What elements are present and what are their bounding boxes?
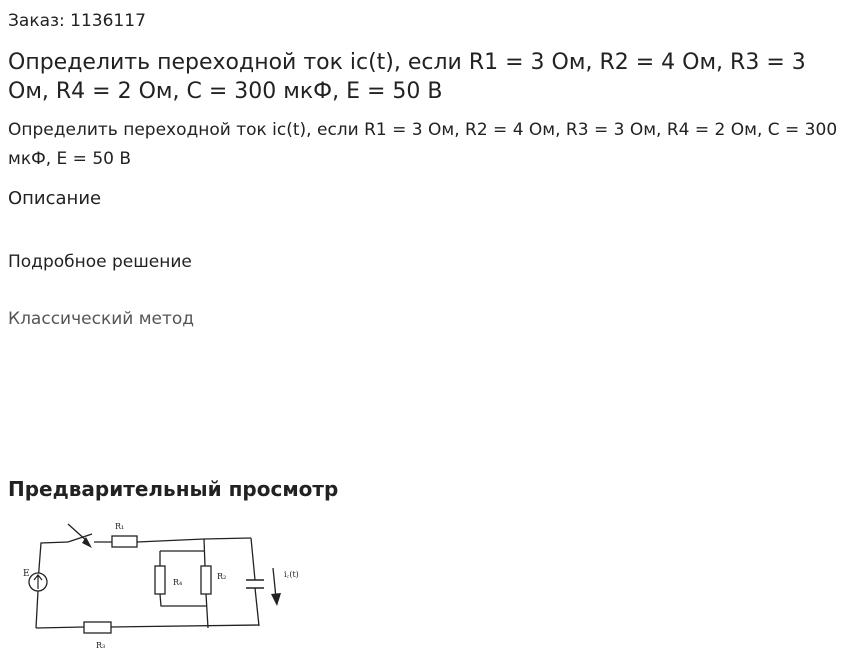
current-arrow-line <box>273 568 276 598</box>
bottom-left-wire <box>36 627 84 628</box>
task-summary: Определить переходной ток ic(t), если R1 = 3 Ом, R2 = 4 Ом, R3 = 3 Ом, R4 = 2 Ом, C = 300 мкФ, E = 50 В <box>8 120 838 169</box>
resistor-r1 <box>112 536 137 547</box>
cap-top-wire <box>251 538 255 580</box>
top-wire <box>137 538 251 542</box>
order-number: Заказ: 1136117 <box>8 11 146 31</box>
current-arrowhead <box>271 593 281 606</box>
resistor-r4 <box>155 566 165 594</box>
page-title: Определить переходной ток ic(t), если R1 = 3 Ом, R2 = 4 Ом, R3 = 3 Ом, R4 = 2 Ом, C = 300 мкФ, E = 50 В <box>8 50 806 104</box>
resistor-r3 <box>84 622 111 633</box>
label-r4: R₄ <box>173 578 183 587</box>
left-bottom-wire <box>36 591 38 628</box>
circuit-diagram <box>8 518 308 653</box>
circuit-preview-image <box>8 518 308 653</box>
label-r3: R₃ <box>96 641 106 650</box>
detailed-solution-label: Подробное решение <box>8 252 192 272</box>
preview-heading: Предварительный просмотр <box>8 477 339 501</box>
method-label: Классический метод <box>8 309 195 329</box>
label-r1: R₁ <box>115 522 125 531</box>
bottom-right-wire <box>111 625 259 627</box>
label-e: E <box>23 569 30 579</box>
cap-bottom-wire <box>255 588 259 626</box>
r4-bottom-wire <box>160 594 207 606</box>
label-ic: i꜀(t) <box>284 570 299 579</box>
label-r2: R₂ <box>217 572 227 581</box>
capacitor <box>246 580 264 588</box>
r2-top-wire <box>204 539 205 566</box>
description-heading: Описание <box>8 188 102 209</box>
r2-bottom-wire <box>206 594 208 628</box>
resistor-r2 <box>201 566 211 594</box>
